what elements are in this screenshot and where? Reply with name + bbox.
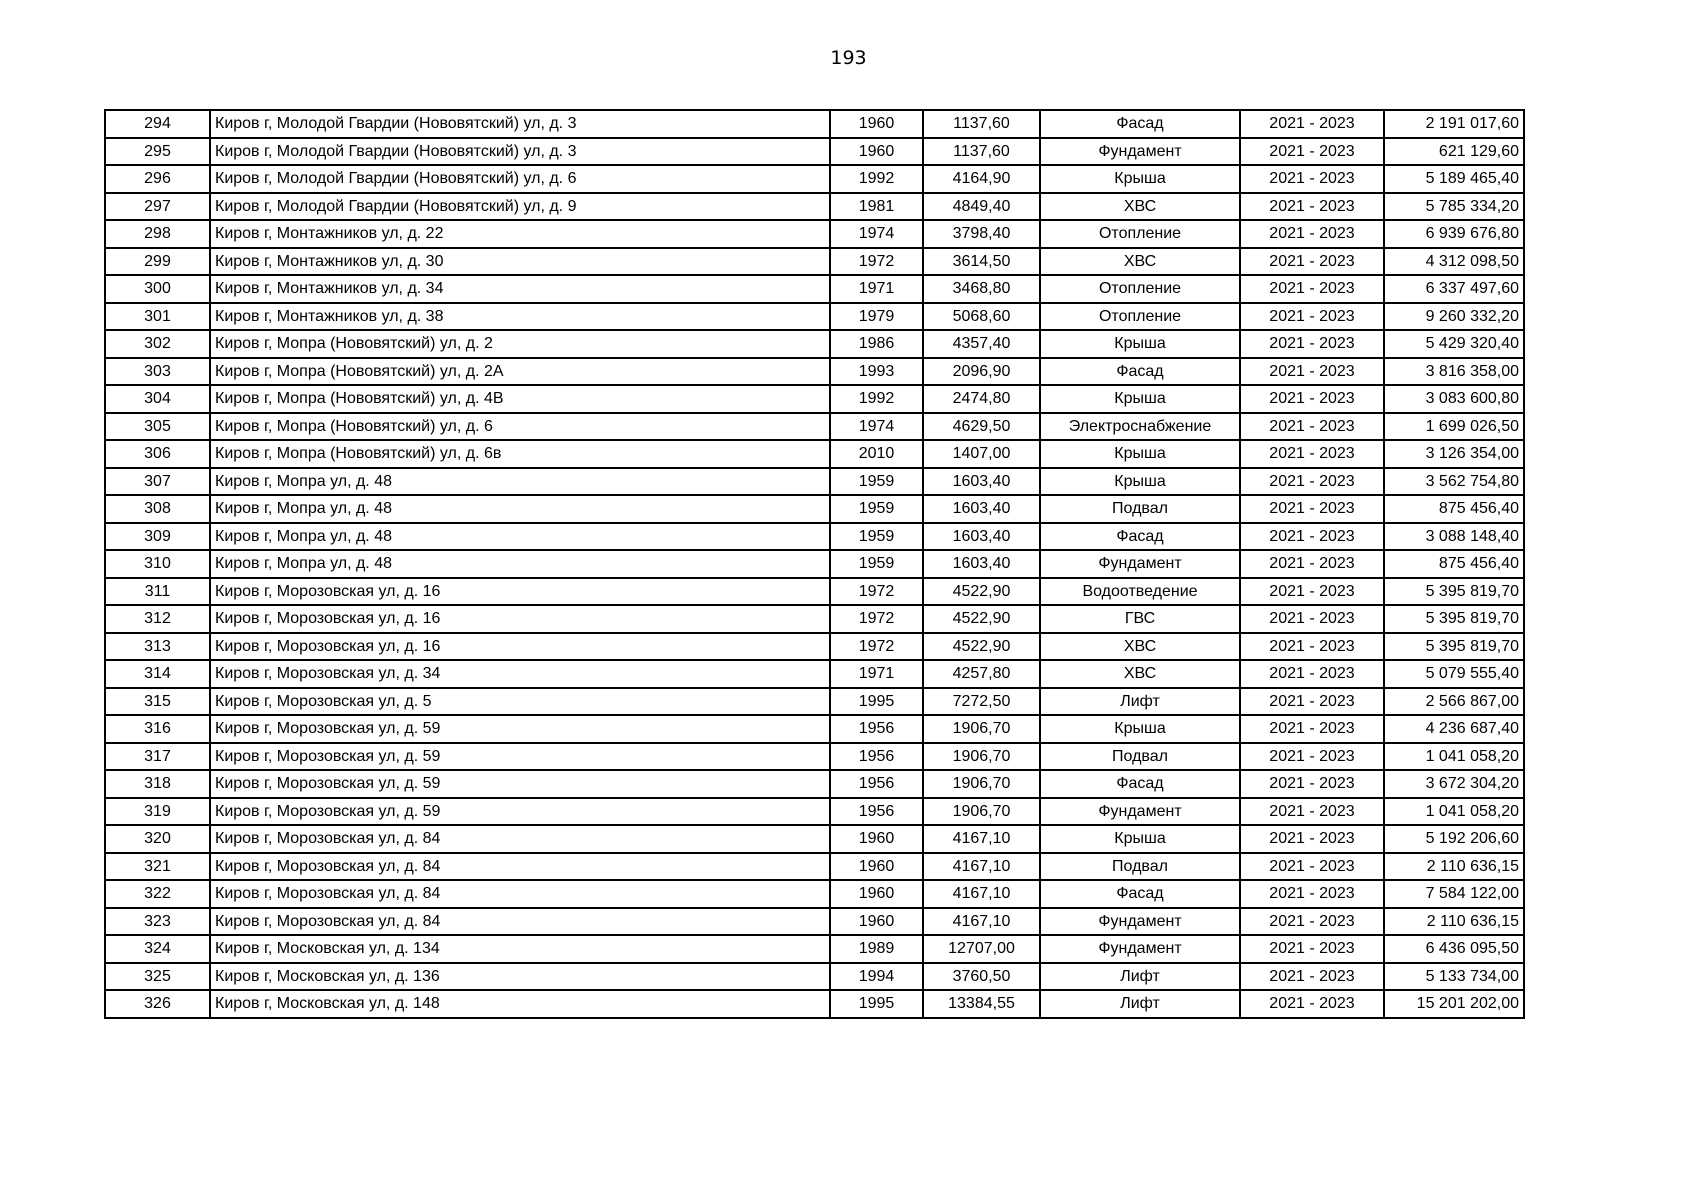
- row-number-cell: 313: [105, 633, 210, 661]
- address-cell: Киров г, Молодой Гвардии (Нововятский) ул, д. 9: [210, 193, 830, 221]
- row-number-cell: 317: [105, 743, 210, 771]
- work-type-cell: Электроснабжение: [1040, 413, 1240, 441]
- period-cell: 2021 - 2023: [1240, 523, 1384, 551]
- area-cell: 4522,90: [923, 605, 1040, 633]
- address-cell: Киров г, Морозовская ул, д. 16: [210, 633, 830, 661]
- table-row: [105, 248, 1524, 276]
- year-cell: 1992: [830, 385, 923, 413]
- table-row: [105, 495, 1524, 523]
- cost-cell: 1 041 058,20: [1384, 798, 1524, 826]
- work-type-cell: Крыша: [1040, 165, 1240, 193]
- year-cell: 1960: [830, 138, 923, 166]
- work-type-cell: Фасад: [1040, 770, 1240, 798]
- work-type-cell: Подвал: [1040, 495, 1240, 523]
- cost-cell: 3 672 304,20: [1384, 770, 1524, 798]
- cost-cell: 6 939 676,80: [1384, 220, 1524, 248]
- year-cell: 1960: [830, 880, 923, 908]
- table-row: [105, 798, 1524, 826]
- area-cell: 4164,90: [923, 165, 1040, 193]
- row-number-cell: 295: [105, 138, 210, 166]
- work-type-cell: Отопление: [1040, 303, 1240, 331]
- area-cell: 3798,40: [923, 220, 1040, 248]
- address-cell: Киров г, Мопра (Нововятский) ул, д. 6: [210, 413, 830, 441]
- area-cell: 3614,50: [923, 248, 1040, 276]
- work-type-cell: ХВС: [1040, 248, 1240, 276]
- cost-cell: 3 562 754,80: [1384, 468, 1524, 496]
- table-row: [105, 110, 1524, 138]
- cost-cell: 3 816 358,00: [1384, 358, 1524, 386]
- work-type-cell: Фундамент: [1040, 798, 1240, 826]
- row-number-cell: 294: [105, 110, 210, 138]
- address-cell: Киров г, Мопра (Нововятский) ул, д. 4В: [210, 385, 830, 413]
- table-row: [105, 413, 1524, 441]
- cost-cell: 2 191 017,60: [1384, 110, 1524, 138]
- row-number-cell: 312: [105, 605, 210, 633]
- table-row: [105, 138, 1524, 166]
- period-cell: 2021 - 2023: [1240, 495, 1384, 523]
- work-type-cell: Отопление: [1040, 220, 1240, 248]
- cost-cell: 4 312 098,50: [1384, 248, 1524, 276]
- row-number-cell: 311: [105, 578, 210, 606]
- year-cell: 1993: [830, 358, 923, 386]
- row-number-cell: 314: [105, 660, 210, 688]
- table-row: [105, 633, 1524, 661]
- row-number-cell: 298: [105, 220, 210, 248]
- period-cell: 2021 - 2023: [1240, 468, 1384, 496]
- address-cell: Киров г, Морозовская ул, д. 59: [210, 715, 830, 743]
- work-type-cell: Крыша: [1040, 468, 1240, 496]
- row-number-cell: 310: [105, 550, 210, 578]
- address-cell: Киров г, Морозовская ул, д. 16: [210, 578, 830, 606]
- period-cell: 2021 - 2023: [1240, 578, 1384, 606]
- area-cell: 4522,90: [923, 633, 1040, 661]
- year-cell: 1972: [830, 578, 923, 606]
- address-cell: Киров г, Морозовская ул, д. 84: [210, 825, 830, 853]
- period-cell: 2021 - 2023: [1240, 688, 1384, 716]
- year-cell: 1960: [830, 825, 923, 853]
- work-type-cell: Подвал: [1040, 743, 1240, 771]
- table-row: [105, 440, 1524, 468]
- year-cell: 1960: [830, 110, 923, 138]
- row-number-cell: 324: [105, 935, 210, 963]
- year-cell: 1981: [830, 193, 923, 221]
- row-number-cell: 299: [105, 248, 210, 276]
- cost-cell: 3 088 148,40: [1384, 523, 1524, 551]
- row-number-cell: 297: [105, 193, 210, 221]
- cost-cell: 2 110 636,15: [1384, 908, 1524, 936]
- area-cell: 1407,00: [923, 440, 1040, 468]
- table-row: [105, 220, 1524, 248]
- table-row: [105, 303, 1524, 331]
- area-cell: 1906,70: [923, 798, 1040, 826]
- period-cell: 2021 - 2023: [1240, 880, 1384, 908]
- row-number-cell: 316: [105, 715, 210, 743]
- address-cell: Киров г, Московская ул, д. 148: [210, 990, 830, 1018]
- work-type-cell: Крыша: [1040, 825, 1240, 853]
- table-row: [105, 853, 1524, 881]
- cost-cell: 4 236 687,40: [1384, 715, 1524, 743]
- works-table: [104, 109, 1525, 1019]
- year-cell: 1986: [830, 330, 923, 358]
- table-row: [105, 825, 1524, 853]
- work-type-cell: Крыша: [1040, 440, 1240, 468]
- area-cell: 7272,50: [923, 688, 1040, 716]
- cost-cell: 5 189 465,40: [1384, 165, 1524, 193]
- year-cell: 1956: [830, 770, 923, 798]
- work-type-cell: Фасад: [1040, 358, 1240, 386]
- row-number-cell: 320: [105, 825, 210, 853]
- cost-cell: 6 436 095,50: [1384, 935, 1524, 963]
- year-cell: 1974: [830, 220, 923, 248]
- address-cell: Киров г, Монтажников ул, д. 38: [210, 303, 830, 331]
- row-number-cell: 309: [105, 523, 210, 551]
- cost-cell: 5 395 819,70: [1384, 605, 1524, 633]
- area-cell: 2474,80: [923, 385, 1040, 413]
- address-cell: Киров г, Морозовская ул, д. 59: [210, 798, 830, 826]
- cost-cell: 5 429 320,40: [1384, 330, 1524, 358]
- area-cell: 2096,90: [923, 358, 1040, 386]
- area-cell: 5068,60: [923, 303, 1040, 331]
- year-cell: 1994: [830, 963, 923, 991]
- period-cell: 2021 - 2023: [1240, 385, 1384, 413]
- address-cell: Киров г, Монтажников ул, д. 34: [210, 275, 830, 303]
- table-row: [105, 660, 1524, 688]
- table-row: [105, 688, 1524, 716]
- table-row: [105, 990, 1524, 1018]
- address-cell: Киров г, Монтажников ул, д. 22: [210, 220, 830, 248]
- cost-cell: 3 083 600,80: [1384, 385, 1524, 413]
- area-cell: 4167,10: [923, 853, 1040, 881]
- cost-cell: 7 584 122,00: [1384, 880, 1524, 908]
- address-cell: Киров г, Мопра ул, д. 48: [210, 468, 830, 496]
- cost-cell: 2 566 867,00: [1384, 688, 1524, 716]
- year-cell: 1974: [830, 413, 923, 441]
- period-cell: 2021 - 2023: [1240, 110, 1384, 138]
- area-cell: 3468,80: [923, 275, 1040, 303]
- address-cell: Киров г, Морозовская ул, д. 16: [210, 605, 830, 633]
- period-cell: 2021 - 2023: [1240, 743, 1384, 771]
- cost-cell: 2 110 636,15: [1384, 853, 1524, 881]
- address-cell: Киров г, Морозовская ул, д. 59: [210, 743, 830, 771]
- table-row: [105, 165, 1524, 193]
- area-cell: 4257,80: [923, 660, 1040, 688]
- year-cell: 1959: [830, 495, 923, 523]
- area-cell: 3760,50: [923, 963, 1040, 991]
- cost-cell: 1 041 058,20: [1384, 743, 1524, 771]
- table-row: [105, 743, 1524, 771]
- row-number-cell: 296: [105, 165, 210, 193]
- table-row: [105, 578, 1524, 606]
- address-cell: Киров г, Молодой Гвардии (Нововятский) ул, д. 3: [210, 138, 830, 166]
- period-cell: 2021 - 2023: [1240, 550, 1384, 578]
- page-number: 193: [830, 47, 867, 69]
- table-row: [105, 715, 1524, 743]
- period-cell: 2021 - 2023: [1240, 963, 1384, 991]
- table-row: [105, 880, 1524, 908]
- address-cell: Киров г, Монтажников ул, д. 30: [210, 248, 830, 276]
- period-cell: 2021 - 2023: [1240, 248, 1384, 276]
- table-row: [105, 935, 1524, 963]
- period-cell: 2021 - 2023: [1240, 853, 1384, 881]
- row-number-cell: 322: [105, 880, 210, 908]
- row-number-cell: 325: [105, 963, 210, 991]
- area-cell: 4522,90: [923, 578, 1040, 606]
- year-cell: 1956: [830, 715, 923, 743]
- row-number-cell: 307: [105, 468, 210, 496]
- work-type-cell: Крыша: [1040, 715, 1240, 743]
- address-cell: Киров г, Московская ул, д. 136: [210, 963, 830, 991]
- work-type-cell: Фундамент: [1040, 550, 1240, 578]
- area-cell: 12707,00: [923, 935, 1040, 963]
- row-number-cell: 305: [105, 413, 210, 441]
- period-cell: 2021 - 2023: [1240, 770, 1384, 798]
- address-cell: Киров г, Мопра (Нововятский) ул, д. 2А: [210, 358, 830, 386]
- year-cell: 1971: [830, 275, 923, 303]
- address-cell: Киров г, Морозовская ул, д. 34: [210, 660, 830, 688]
- area-cell: 4167,10: [923, 908, 1040, 936]
- year-cell: 1972: [830, 248, 923, 276]
- period-cell: 2021 - 2023: [1240, 220, 1384, 248]
- period-cell: 2021 - 2023: [1240, 935, 1384, 963]
- period-cell: 2021 - 2023: [1240, 138, 1384, 166]
- period-cell: 2021 - 2023: [1240, 275, 1384, 303]
- period-cell: 2021 - 2023: [1240, 303, 1384, 331]
- cost-cell: 875 456,40: [1384, 550, 1524, 578]
- cost-cell: 875 456,40: [1384, 495, 1524, 523]
- table-row: [105, 770, 1524, 798]
- cost-cell: 5 192 206,60: [1384, 825, 1524, 853]
- period-cell: 2021 - 2023: [1240, 330, 1384, 358]
- table-row: [105, 468, 1524, 496]
- table-row: [105, 908, 1524, 936]
- area-cell: 1603,40: [923, 550, 1040, 578]
- work-type-cell: Фасад: [1040, 110, 1240, 138]
- period-cell: 2021 - 2023: [1240, 908, 1384, 936]
- period-cell: 2021 - 2023: [1240, 440, 1384, 468]
- work-type-cell: Фундамент: [1040, 935, 1240, 963]
- work-type-cell: ХВС: [1040, 193, 1240, 221]
- row-number-cell: 303: [105, 358, 210, 386]
- area-cell: 1603,40: [923, 468, 1040, 496]
- period-cell: 2021 - 2023: [1240, 633, 1384, 661]
- work-type-cell: ХВС: [1040, 633, 1240, 661]
- period-cell: 2021 - 2023: [1240, 715, 1384, 743]
- address-cell: Киров г, Молодой Гвардии (Нововятский) ул, д. 3: [210, 110, 830, 138]
- work-type-cell: ГВС: [1040, 605, 1240, 633]
- cost-cell: 1 699 026,50: [1384, 413, 1524, 441]
- area-cell: 1906,70: [923, 715, 1040, 743]
- cost-cell: 5 785 334,20: [1384, 193, 1524, 221]
- work-type-cell: Фундамент: [1040, 138, 1240, 166]
- work-type-cell: Водоотведение: [1040, 578, 1240, 606]
- address-cell: Киров г, Московская ул, д. 134: [210, 935, 830, 963]
- area-cell: 4167,10: [923, 880, 1040, 908]
- cost-cell: 621 129,60: [1384, 138, 1524, 166]
- year-cell: 1972: [830, 605, 923, 633]
- area-cell: 1137,60: [923, 110, 1040, 138]
- table-row: [105, 963, 1524, 991]
- year-cell: 1960: [830, 853, 923, 881]
- row-number-cell: 319: [105, 798, 210, 826]
- area-cell: 1603,40: [923, 495, 1040, 523]
- work-type-cell: Лифт: [1040, 963, 1240, 991]
- address-cell: Киров г, Морозовская ул, д. 59: [210, 770, 830, 798]
- address-cell: Киров г, Молодой Гвардии (Нововятский) ул, д. 6: [210, 165, 830, 193]
- area-cell: 4849,40: [923, 193, 1040, 221]
- year-cell: 1971: [830, 660, 923, 688]
- cost-cell: 6 337 497,60: [1384, 275, 1524, 303]
- area-cell: 1906,70: [923, 743, 1040, 771]
- area-cell: 1906,70: [923, 770, 1040, 798]
- work-type-cell: Подвал: [1040, 853, 1240, 881]
- work-type-cell: Крыша: [1040, 385, 1240, 413]
- row-number-cell: 304: [105, 385, 210, 413]
- period-cell: 2021 - 2023: [1240, 165, 1384, 193]
- row-number-cell: 300: [105, 275, 210, 303]
- area-cell: 1603,40: [923, 523, 1040, 551]
- table-row: [105, 275, 1524, 303]
- address-cell: Киров г, Мопра (Нововятский) ул, д. 2: [210, 330, 830, 358]
- year-cell: 1956: [830, 743, 923, 771]
- work-type-cell: Фундамент: [1040, 908, 1240, 936]
- area-cell: 4167,10: [923, 825, 1040, 853]
- address-cell: Киров г, Морозовская ул, д. 5: [210, 688, 830, 716]
- year-cell: 1992: [830, 165, 923, 193]
- table-row: [105, 550, 1524, 578]
- year-cell: 1995: [830, 688, 923, 716]
- table-row: [105, 358, 1524, 386]
- address-cell: Киров г, Морозовская ул, д. 84: [210, 853, 830, 881]
- period-cell: 2021 - 2023: [1240, 990, 1384, 1018]
- address-cell: Киров г, Морозовская ул, д. 84: [210, 908, 830, 936]
- row-number-cell: 326: [105, 990, 210, 1018]
- cost-cell: 9 260 332,20: [1384, 303, 1524, 331]
- row-number-cell: 302: [105, 330, 210, 358]
- table-row: [105, 523, 1524, 551]
- year-cell: 1959: [830, 523, 923, 551]
- area-cell: 1137,60: [923, 138, 1040, 166]
- year-cell: 1989: [830, 935, 923, 963]
- area-cell: 13384,55: [923, 990, 1040, 1018]
- table-row: [105, 193, 1524, 221]
- row-number-cell: 308: [105, 495, 210, 523]
- period-cell: 2021 - 2023: [1240, 798, 1384, 826]
- cost-cell: 5 395 819,70: [1384, 633, 1524, 661]
- cost-cell: 5 133 734,00: [1384, 963, 1524, 991]
- year-cell: 1959: [830, 468, 923, 496]
- row-number-cell: 323: [105, 908, 210, 936]
- work-type-cell: Фасад: [1040, 880, 1240, 908]
- table-row: [105, 330, 1524, 358]
- row-number-cell: 301: [105, 303, 210, 331]
- address-cell: Киров г, Мопра ул, д. 48: [210, 550, 830, 578]
- table-row: [105, 385, 1524, 413]
- cost-cell: 5 079 555,40: [1384, 660, 1524, 688]
- row-number-cell: 318: [105, 770, 210, 798]
- work-type-cell: Крыша: [1040, 330, 1240, 358]
- year-cell: 1995: [830, 990, 923, 1018]
- work-type-cell: ХВС: [1040, 660, 1240, 688]
- year-cell: 2010: [830, 440, 923, 468]
- cost-cell: 3 126 354,00: [1384, 440, 1524, 468]
- work-type-cell: Отопление: [1040, 275, 1240, 303]
- period-cell: 2021 - 2023: [1240, 660, 1384, 688]
- year-cell: 1959: [830, 550, 923, 578]
- work-type-cell: Фасад: [1040, 523, 1240, 551]
- year-cell: 1956: [830, 798, 923, 826]
- period-cell: 2021 - 2023: [1240, 193, 1384, 221]
- address-cell: Киров г, Морозовская ул, д. 84: [210, 880, 830, 908]
- table-row: [105, 605, 1524, 633]
- address-cell: Киров г, Мопра ул, д. 48: [210, 495, 830, 523]
- work-type-cell: Лифт: [1040, 990, 1240, 1018]
- address-cell: Киров г, Мопра (Нововятский) ул, д. 6в: [210, 440, 830, 468]
- period-cell: 2021 - 2023: [1240, 605, 1384, 633]
- table-body: [105, 110, 1524, 1018]
- row-number-cell: 321: [105, 853, 210, 881]
- period-cell: 2021 - 2023: [1240, 825, 1384, 853]
- year-cell: 1979: [830, 303, 923, 331]
- cost-cell: 15 201 202,00: [1384, 990, 1524, 1018]
- row-number-cell: 315: [105, 688, 210, 716]
- area-cell: 4357,40: [923, 330, 1040, 358]
- address-cell: Киров г, Мопра ул, д. 48: [210, 523, 830, 551]
- work-type-cell: Лифт: [1040, 688, 1240, 716]
- period-cell: 2021 - 2023: [1240, 358, 1384, 386]
- year-cell: 1960: [830, 908, 923, 936]
- year-cell: 1972: [830, 633, 923, 661]
- period-cell: 2021 - 2023: [1240, 413, 1384, 441]
- area-cell: 4629,50: [923, 413, 1040, 441]
- cost-cell: 5 395 819,70: [1384, 578, 1524, 606]
- row-number-cell: 306: [105, 440, 210, 468]
